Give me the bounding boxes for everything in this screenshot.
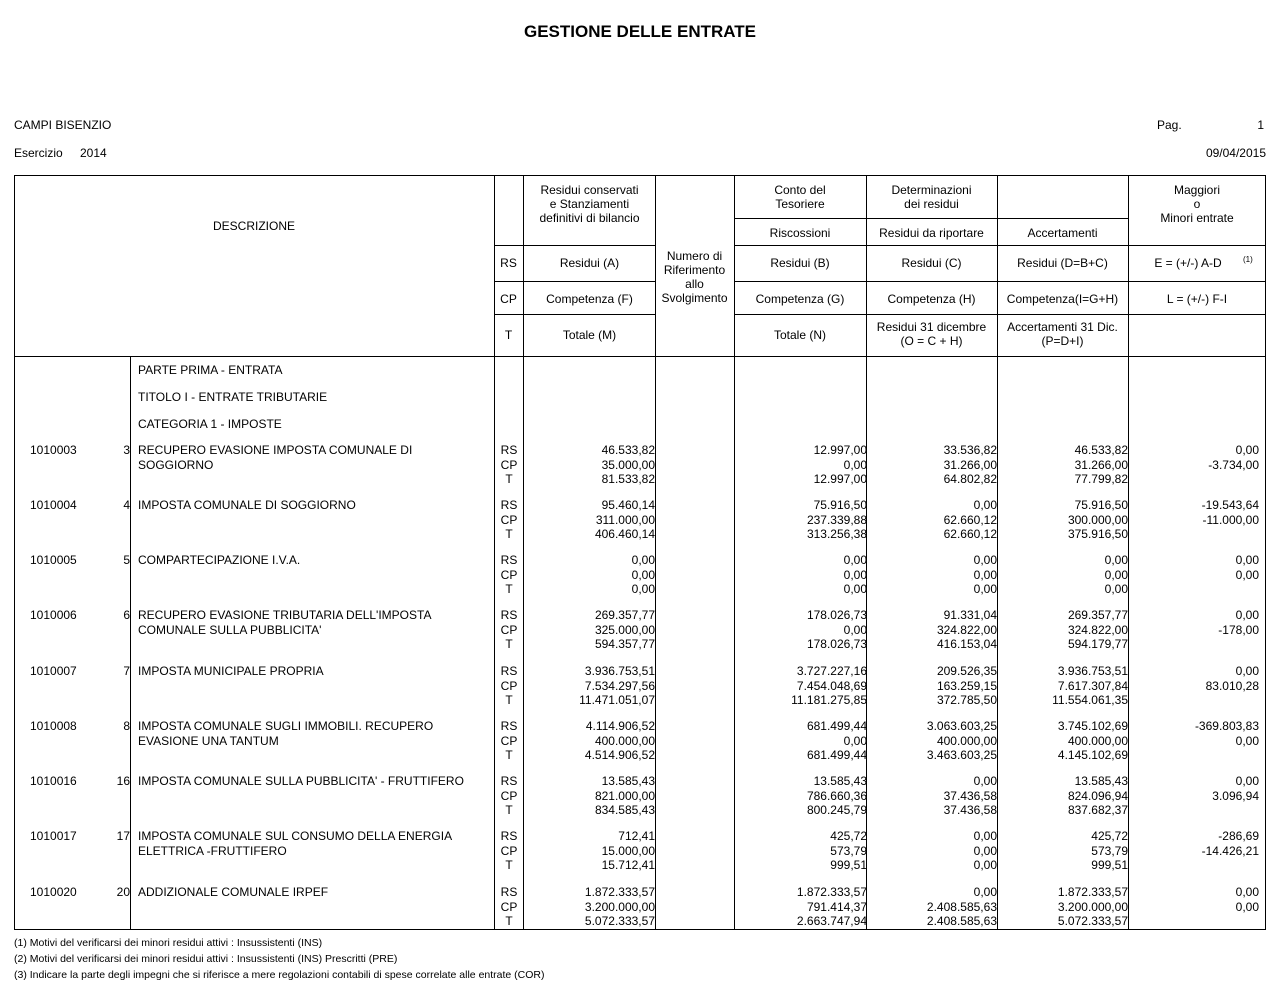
label-rs-header: RS xyxy=(500,256,517,270)
col-totale-n: Totale (N) xyxy=(773,328,826,342)
row-value: 269.357,77 xyxy=(1067,608,1128,622)
report-date: 09/04/2015 xyxy=(1205,146,1266,160)
col-competenza-f: Competenza (F) xyxy=(546,292,633,306)
row-cell-riscossioni xyxy=(738,664,867,708)
row-value: 400.000,00 xyxy=(936,733,997,748)
footnote-3: (3) Indicare la parte degli impegni che si riferisce a mere regolazioni contabili di spese correlate alle entrate (COR) xyxy=(14,969,545,981)
row-value: 37.436,58 xyxy=(943,788,997,803)
row-code: 1010008 xyxy=(30,719,77,733)
row-cell-residui-da-riportare xyxy=(870,443,997,487)
row-cell-accertamenti xyxy=(1000,553,1128,597)
row-number: 17 xyxy=(116,829,130,843)
row-value: 3.463.603,25 xyxy=(926,748,997,762)
row-value: 0,00 xyxy=(843,733,867,748)
col-formula-e: E = (+/-) A-D xyxy=(1154,256,1222,270)
table-row xyxy=(0,553,1280,598)
row-number: 20 xyxy=(116,885,130,899)
row-value: 400.000,00 xyxy=(594,733,655,748)
row-value: 837.682,37 xyxy=(1067,803,1128,817)
row-value: 0,00 xyxy=(1235,733,1259,748)
row-value: 999,51 xyxy=(1091,858,1128,872)
row-value: -19.543,64 xyxy=(1201,498,1259,512)
row-cell-residui-competenza-totale xyxy=(528,443,655,487)
col-conto-tesoriere: Conto del Tesoriere xyxy=(774,183,826,211)
row-value: 12.997,00 xyxy=(813,472,867,486)
row-value: 300.000,00 xyxy=(1067,512,1128,527)
row-value: 7.534.297,56 xyxy=(584,678,655,693)
row-type-cp: CP xyxy=(500,843,518,858)
row-cell-maggiori-minori xyxy=(1131,443,1259,472)
row-value: -3.734,00 xyxy=(1208,457,1259,472)
row-cell-maggiori-minori xyxy=(1131,774,1259,803)
row-value: 325.000,00 xyxy=(594,622,655,637)
row-cell-accertamenti xyxy=(1000,829,1128,873)
row-cell-residui-da-riportare xyxy=(870,829,997,873)
row-type-t: T xyxy=(505,637,513,651)
row-value: 15.712,41 xyxy=(601,858,655,872)
row-value: 3.936.753,51 xyxy=(584,664,655,678)
row-type-cp: CP xyxy=(500,899,518,914)
row-value: 37.436,58 xyxy=(943,803,997,817)
col-residui-31-dicembre: Residui 31 dicembre (O = C + H) xyxy=(876,320,987,348)
row-value: 594.357,77 xyxy=(594,637,655,651)
row-value: -286,69 xyxy=(1218,829,1259,843)
row-value: -369.803,83 xyxy=(1194,719,1259,733)
row-value: -11.000,00 xyxy=(1202,512,1259,527)
row-number: 7 xyxy=(123,664,130,678)
row-code: 1010017 xyxy=(30,829,77,843)
page-title: GESTIONE DELLE ENTRATE xyxy=(523,22,757,41)
row-value: 0,00 xyxy=(1235,443,1259,457)
col-competenza-g: Competenza (G) xyxy=(755,292,845,306)
row-value: 375.916,50 xyxy=(1067,527,1128,541)
row-cell-maggiori-minori xyxy=(1131,498,1259,527)
row-value: 0,00 xyxy=(1235,899,1259,914)
row-value: -178,00 xyxy=(1218,622,1259,637)
row-cell-riscossioni xyxy=(738,608,867,652)
row-type-rs: RS xyxy=(500,829,518,843)
col-accertamenti-31-dic: Accertamenti 31 Dic. (P=D+I) xyxy=(1007,320,1118,348)
row-type-cp: CP xyxy=(500,788,518,803)
row-type-rs: RS xyxy=(500,885,518,899)
table-row xyxy=(0,443,1280,488)
row-number: 5 xyxy=(123,553,130,567)
row-type-rs: RS xyxy=(500,608,518,622)
row-value: 324.822,00 xyxy=(1067,622,1128,637)
row-cell-riscossioni xyxy=(738,553,867,597)
row-value: 372.785,50 xyxy=(936,693,997,707)
row-cell-accertamenti xyxy=(1000,608,1128,652)
row-cell-maggiori-minori xyxy=(1131,719,1259,748)
row-type-cp: CP xyxy=(500,733,518,748)
row-value: 209.526,35 xyxy=(936,664,997,678)
row-value: 0,00 xyxy=(1235,553,1259,567)
row-value: 1.872.333,57 xyxy=(796,885,867,899)
row-value: 0,00 xyxy=(1104,567,1128,582)
row-value: 0,00 xyxy=(973,829,997,843)
row-value: 0,00 xyxy=(631,582,655,596)
row-value: 2.408.585,63 xyxy=(926,899,997,914)
section-parte: PARTE PRIMA - ENTRATA xyxy=(138,363,283,377)
header-bottom-rule xyxy=(14,356,1266,357)
row-value: 0,00 xyxy=(973,582,997,596)
row-value: 1.872.333,57 xyxy=(584,885,655,899)
row-cell-residui-da-riportare xyxy=(870,885,997,929)
row-type-rs: RS xyxy=(500,498,518,512)
label-cp-header: CP xyxy=(500,292,517,306)
row-value: 416.153,04 xyxy=(936,637,997,651)
row-value: 0,00 xyxy=(1104,582,1128,596)
col-competenza-h: Competenza (H) xyxy=(887,292,976,306)
row-value: 0,00 xyxy=(973,885,997,899)
row-value: 4.514.906,52 xyxy=(584,748,655,762)
row-type-rs: RS xyxy=(500,719,518,733)
row-value: 0,00 xyxy=(631,567,655,582)
table-row xyxy=(0,498,1280,543)
row-cell-residui-competenza-totale xyxy=(528,774,655,818)
row-cell-riscossioni xyxy=(738,829,867,873)
row-value: 0,00 xyxy=(631,553,655,567)
row-type-labels xyxy=(496,553,522,597)
row-code: 1010007 xyxy=(30,664,77,678)
row-value: 83.010,28 xyxy=(1205,678,1259,693)
row-value: 2.408.585,63 xyxy=(926,914,997,928)
row-value: 800.245,79 xyxy=(806,803,867,817)
rule-hdr-a xyxy=(494,245,655,246)
row-value: 3.200.000,00 xyxy=(1057,899,1128,914)
col-accertamenti: Accertamenti xyxy=(1027,226,1098,240)
row-description: RECUPERO EVASIONE TRIBUTARIA DELL'IMPOSTA COMUNALE SULLA PUBBLICITA' xyxy=(138,608,431,637)
row-code: 1010016 xyxy=(30,774,77,788)
col-residui-c: Residui (C) xyxy=(901,256,962,270)
row-number: 6 xyxy=(123,608,130,622)
row-value: 12.997,00 xyxy=(813,443,867,457)
row-type-t: T xyxy=(505,527,513,541)
row-type-labels xyxy=(496,608,522,652)
row-value: 95.460,14 xyxy=(601,498,655,512)
row-cell-maggiori-minori xyxy=(1131,664,1259,693)
row-value: 237.339,88 xyxy=(806,512,867,527)
row-number: 4 xyxy=(123,498,130,512)
row-value: 4.114.906,52 xyxy=(585,719,655,733)
row-value: 0,00 xyxy=(1104,553,1128,567)
col-competenza-i: Competenza(I=G+H) xyxy=(1006,292,1119,306)
row-value: 313.256,38 xyxy=(806,527,867,541)
row-value: 269.357,77 xyxy=(594,608,655,622)
row-value: 1.872.333,57 xyxy=(1057,885,1128,899)
row-value: 0,00 xyxy=(973,774,997,788)
row-value: 31.266,00 xyxy=(943,457,997,472)
col-residui-d: Residui (D=B+C) xyxy=(1017,256,1108,270)
row-description: IMPOSTA MUNICIPALE PROPRIA xyxy=(138,664,324,678)
row-value: 0,00 xyxy=(1235,567,1259,582)
row-type-t: T xyxy=(505,748,513,762)
col-maggiori-minori: Maggiori o Minori entrate xyxy=(1160,183,1234,225)
row-cell-residui-competenza-totale xyxy=(528,608,655,652)
row-value: 46.533,82 xyxy=(601,443,655,457)
row-cell-residui-da-riportare xyxy=(870,719,997,763)
row-value: 4.145.102,69 xyxy=(1057,748,1128,762)
row-description: RECUPERO EVASIONE IMPOSTA COMUNALE DI SOGGIORNO xyxy=(138,443,413,472)
col-formula-l: L = (+/-) F-I xyxy=(1166,292,1228,306)
col-residui-conservati: Residui conservati e Stanziamenti definitivi di bilancio xyxy=(539,183,640,225)
row-code: 1010004 xyxy=(30,498,77,512)
row-cell-riscossioni xyxy=(738,719,867,763)
row-number: 3 xyxy=(123,443,130,457)
row-type-labels xyxy=(496,829,522,873)
col-residui-b: Residui (B) xyxy=(770,256,830,270)
row-type-labels xyxy=(496,664,522,708)
row-value: 178.026,73 xyxy=(806,637,867,651)
row-value: 0,00 xyxy=(1235,664,1259,678)
row-value: 0,00 xyxy=(973,498,997,512)
row-cell-residui-da-riportare xyxy=(870,664,997,708)
row-code: 1010020 xyxy=(30,885,77,899)
row-cell-riscossioni xyxy=(738,885,867,929)
row-value: 7.617.307,84 xyxy=(1057,678,1128,693)
col-residui-a: Residui (A) xyxy=(559,256,620,270)
row-value: 0,00 xyxy=(973,553,997,567)
row-value: 11.181.275,85 xyxy=(791,693,867,707)
row-value: 311.000,00 xyxy=(595,512,655,527)
row-value: 324.822,00 xyxy=(936,622,997,637)
rule-hdr-m xyxy=(494,314,655,315)
row-type-t: T xyxy=(505,914,513,928)
row-type-t: T xyxy=(505,693,513,707)
row-value: 0,00 xyxy=(843,553,867,567)
row-value: 0,00 xyxy=(973,858,997,872)
row-cell-riscossioni xyxy=(738,443,867,487)
row-cell-residui-competenza-totale xyxy=(528,553,655,597)
row-value: 5.072.333,57 xyxy=(1057,914,1128,928)
row-cell-residui-competenza-totale xyxy=(528,664,655,708)
row-value: 0,00 xyxy=(843,582,867,596)
row-type-t: T xyxy=(505,582,513,596)
section-categoria: CATEGORIA 1 - IMPOSTE xyxy=(138,417,282,431)
row-type-t: T xyxy=(505,858,513,872)
row-value: 999,51 xyxy=(830,858,867,872)
row-value: 0,00 xyxy=(843,622,867,637)
row-type-cp: CP xyxy=(500,622,518,637)
row-value: 77.799,82 xyxy=(1074,472,1128,486)
table-row xyxy=(0,719,1280,764)
rule-hdr-b xyxy=(734,245,1266,246)
row-type-cp: CP xyxy=(500,567,518,582)
rule-hdr-f xyxy=(494,281,655,282)
row-type-labels xyxy=(496,885,522,929)
col-residui-da-riportare: Residui da riportare xyxy=(879,226,984,240)
row-value: 0,00 xyxy=(843,567,867,582)
row-value: 821.000,00 xyxy=(594,788,655,803)
row-cell-residui-da-riportare xyxy=(870,553,997,597)
row-number: 16 xyxy=(116,774,130,788)
row-value: 573,79 xyxy=(830,843,867,858)
col-determinazioni: Determinazioni dei residui xyxy=(891,183,972,211)
table-row xyxy=(0,829,1280,874)
row-value: 3.727.227,16 xyxy=(796,664,867,678)
row-value: 425,72 xyxy=(1091,829,1128,843)
row-type-t: T xyxy=(505,472,513,486)
page-label: Pag. xyxy=(1157,118,1182,132)
esercizio-label: Esercizio xyxy=(14,146,63,160)
section-titolo: TITOLO I - ENTRATE TRIBUTARIE xyxy=(138,390,328,404)
row-type-cp: CP xyxy=(500,678,518,693)
row-value: 91.331,04 xyxy=(943,608,997,622)
row-value: 62.660,12 xyxy=(943,512,997,527)
row-type-labels xyxy=(496,774,522,818)
row-value: 0,00 xyxy=(843,457,867,472)
row-cell-maggiori-minori xyxy=(1131,885,1259,914)
row-value: 7.454.048,69 xyxy=(796,678,867,693)
row-number: 8 xyxy=(123,719,130,733)
col-totale-m: Totale (M) xyxy=(562,328,617,342)
row-value: 81.533,82 xyxy=(601,472,655,486)
row-value: 594.179,77 xyxy=(1067,637,1128,651)
row-type-labels xyxy=(496,443,522,487)
row-value: 791.414,37 xyxy=(806,899,867,914)
table-row xyxy=(0,774,1280,819)
row-cell-residui-competenza-totale xyxy=(528,829,655,873)
row-description: ADDIZIONALE COMUNALE IRPEF xyxy=(138,885,329,899)
row-value: 75.916,50 xyxy=(813,498,867,512)
row-cell-accertamenti xyxy=(1000,774,1128,818)
row-description: IMPOSTA COMUNALE DI SOGGIORNO xyxy=(138,498,356,512)
row-value: 712,41 xyxy=(618,829,655,843)
row-code: 1010006 xyxy=(30,608,77,622)
row-cell-residui-competenza-totale xyxy=(528,719,655,763)
table-row xyxy=(0,608,1280,653)
row-type-labels xyxy=(496,498,522,542)
esercizio-value: 2014 xyxy=(80,146,107,160)
row-value: 5.072.333,57 xyxy=(584,914,655,928)
row-value: 0,00 xyxy=(973,843,997,858)
row-value: 406.460,14 xyxy=(594,527,655,541)
page-number: 1 xyxy=(1257,118,1264,132)
row-value: -14.426,21 xyxy=(1201,843,1259,858)
row-cell-residui-da-riportare xyxy=(870,774,997,818)
row-description: COMPARTECIPAZIONE I.V.A. xyxy=(138,553,301,567)
row-cell-riscossioni xyxy=(738,498,867,542)
row-value: 0,00 xyxy=(973,567,997,582)
row-value: 163.259,15 xyxy=(936,678,997,693)
row-value: 786.660,36 xyxy=(806,788,867,803)
row-type-rs: RS xyxy=(500,553,518,567)
row-value: 31.266,00 xyxy=(1074,457,1128,472)
row-value: 0,00 xyxy=(1235,608,1259,622)
note-1-marker: (1) xyxy=(1243,255,1253,264)
row-value: 33.536,82 xyxy=(943,443,997,457)
rule-hdr-top xyxy=(734,218,1128,219)
row-value: 13.585,43 xyxy=(601,774,655,788)
row-value: 681.499,44 xyxy=(806,748,867,762)
footnote-1: (1) Motivi del verificarsi dei minori residui attivi : Insussistenti (INS) xyxy=(14,937,323,949)
ente-name: CAMPI BISENZIO xyxy=(14,118,112,132)
row-cell-maggiori-minori xyxy=(1131,553,1259,582)
row-value: 64.802,82 xyxy=(943,472,997,486)
row-type-rs: RS xyxy=(500,664,518,678)
row-type-cp: CP xyxy=(500,457,518,472)
row-value: 11.471.051,07 xyxy=(579,693,655,707)
row-value: 573,79 xyxy=(1091,843,1128,858)
row-cell-residui-competenza-totale xyxy=(528,498,655,542)
row-value: 178.026,73 xyxy=(806,608,867,622)
label-t-header: T xyxy=(504,328,513,342)
row-value: 35.000,00 xyxy=(601,457,655,472)
row-cell-accertamenti xyxy=(1000,885,1128,929)
row-value: 11.554.061,35 xyxy=(1052,693,1128,707)
rule-hdr-n xyxy=(734,314,1266,315)
col-riscossioni: Riscossioni xyxy=(769,226,831,240)
row-value: 0,00 xyxy=(1235,885,1259,899)
row-code: 1010003 xyxy=(30,443,77,457)
row-value: 681.499,44 xyxy=(806,719,867,733)
row-value: 13.585,43 xyxy=(1074,774,1128,788)
row-description: IMPOSTA COMUNALE SULLA PUBBLICITA' - FRUTTIFERO xyxy=(138,774,464,788)
row-cell-accertamenti xyxy=(1000,719,1128,763)
row-cell-accertamenti xyxy=(1000,443,1128,487)
rule-hdr-g xyxy=(734,281,1266,282)
row-value: 425,72 xyxy=(830,829,867,843)
row-value: 3.200.000,00 xyxy=(584,899,655,914)
row-code: 1010005 xyxy=(30,553,77,567)
row-value: 62.660,12 xyxy=(943,527,997,541)
row-type-t: T xyxy=(505,803,513,817)
row-value: 3.096,94 xyxy=(1212,788,1259,803)
row-type-rs: RS xyxy=(500,443,518,457)
col-descrizione: DESCRIZIONE xyxy=(212,219,295,233)
row-value: 824.096,94 xyxy=(1067,788,1128,803)
row-value: 46.533,82 xyxy=(1074,443,1128,457)
row-cell-residui-competenza-totale xyxy=(528,885,655,929)
row-cell-residui-da-riportare xyxy=(870,608,997,652)
table-row xyxy=(0,664,1280,709)
row-cell-maggiori-minori xyxy=(1131,829,1259,858)
row-type-cp: CP xyxy=(500,512,518,527)
row-cell-residui-da-riportare xyxy=(870,498,997,542)
row-description: IMPOSTA COMUNALE SUL CONSUMO DELLA ENERGIA ELETTRICA -FRUTTIFERO xyxy=(138,829,452,858)
row-value: 834.585,43 xyxy=(594,803,655,817)
row-type-rs: RS xyxy=(500,774,518,788)
row-cell-accertamenti xyxy=(1000,498,1128,542)
table-row xyxy=(0,885,1280,930)
row-cell-accertamenti xyxy=(1000,664,1128,708)
row-type-labels xyxy=(496,719,522,763)
row-value: 3.063.603,25 xyxy=(926,719,997,733)
row-value: 13.585,43 xyxy=(813,774,867,788)
row-value: 3.745.102,69 xyxy=(1057,719,1128,733)
row-value: 400.000,00 xyxy=(1067,733,1128,748)
row-cell-maggiori-minori xyxy=(1131,608,1259,637)
row-value: 15.000,00 xyxy=(601,843,655,858)
footnote-2: (2) Motivi del verificarsi dei minori residui attivi : Insussistenti (INS) Prescritti (PRE) xyxy=(14,953,398,965)
row-value: 75.916,50 xyxy=(1074,498,1128,512)
col-numero-riferimento: Numero di Riferimento allo Svolgimento xyxy=(661,249,728,305)
row-value: 3.936.753,51 xyxy=(1057,664,1128,678)
row-cell-riscossioni xyxy=(738,774,867,818)
row-value: 2.663.747,94 xyxy=(796,914,867,928)
row-value: 0,00 xyxy=(1235,774,1259,788)
row-description: IMPOSTA COMUNALE SUGLI IMMOBILI. RECUPERO EVASIONE UNA TANTUM xyxy=(138,719,434,748)
